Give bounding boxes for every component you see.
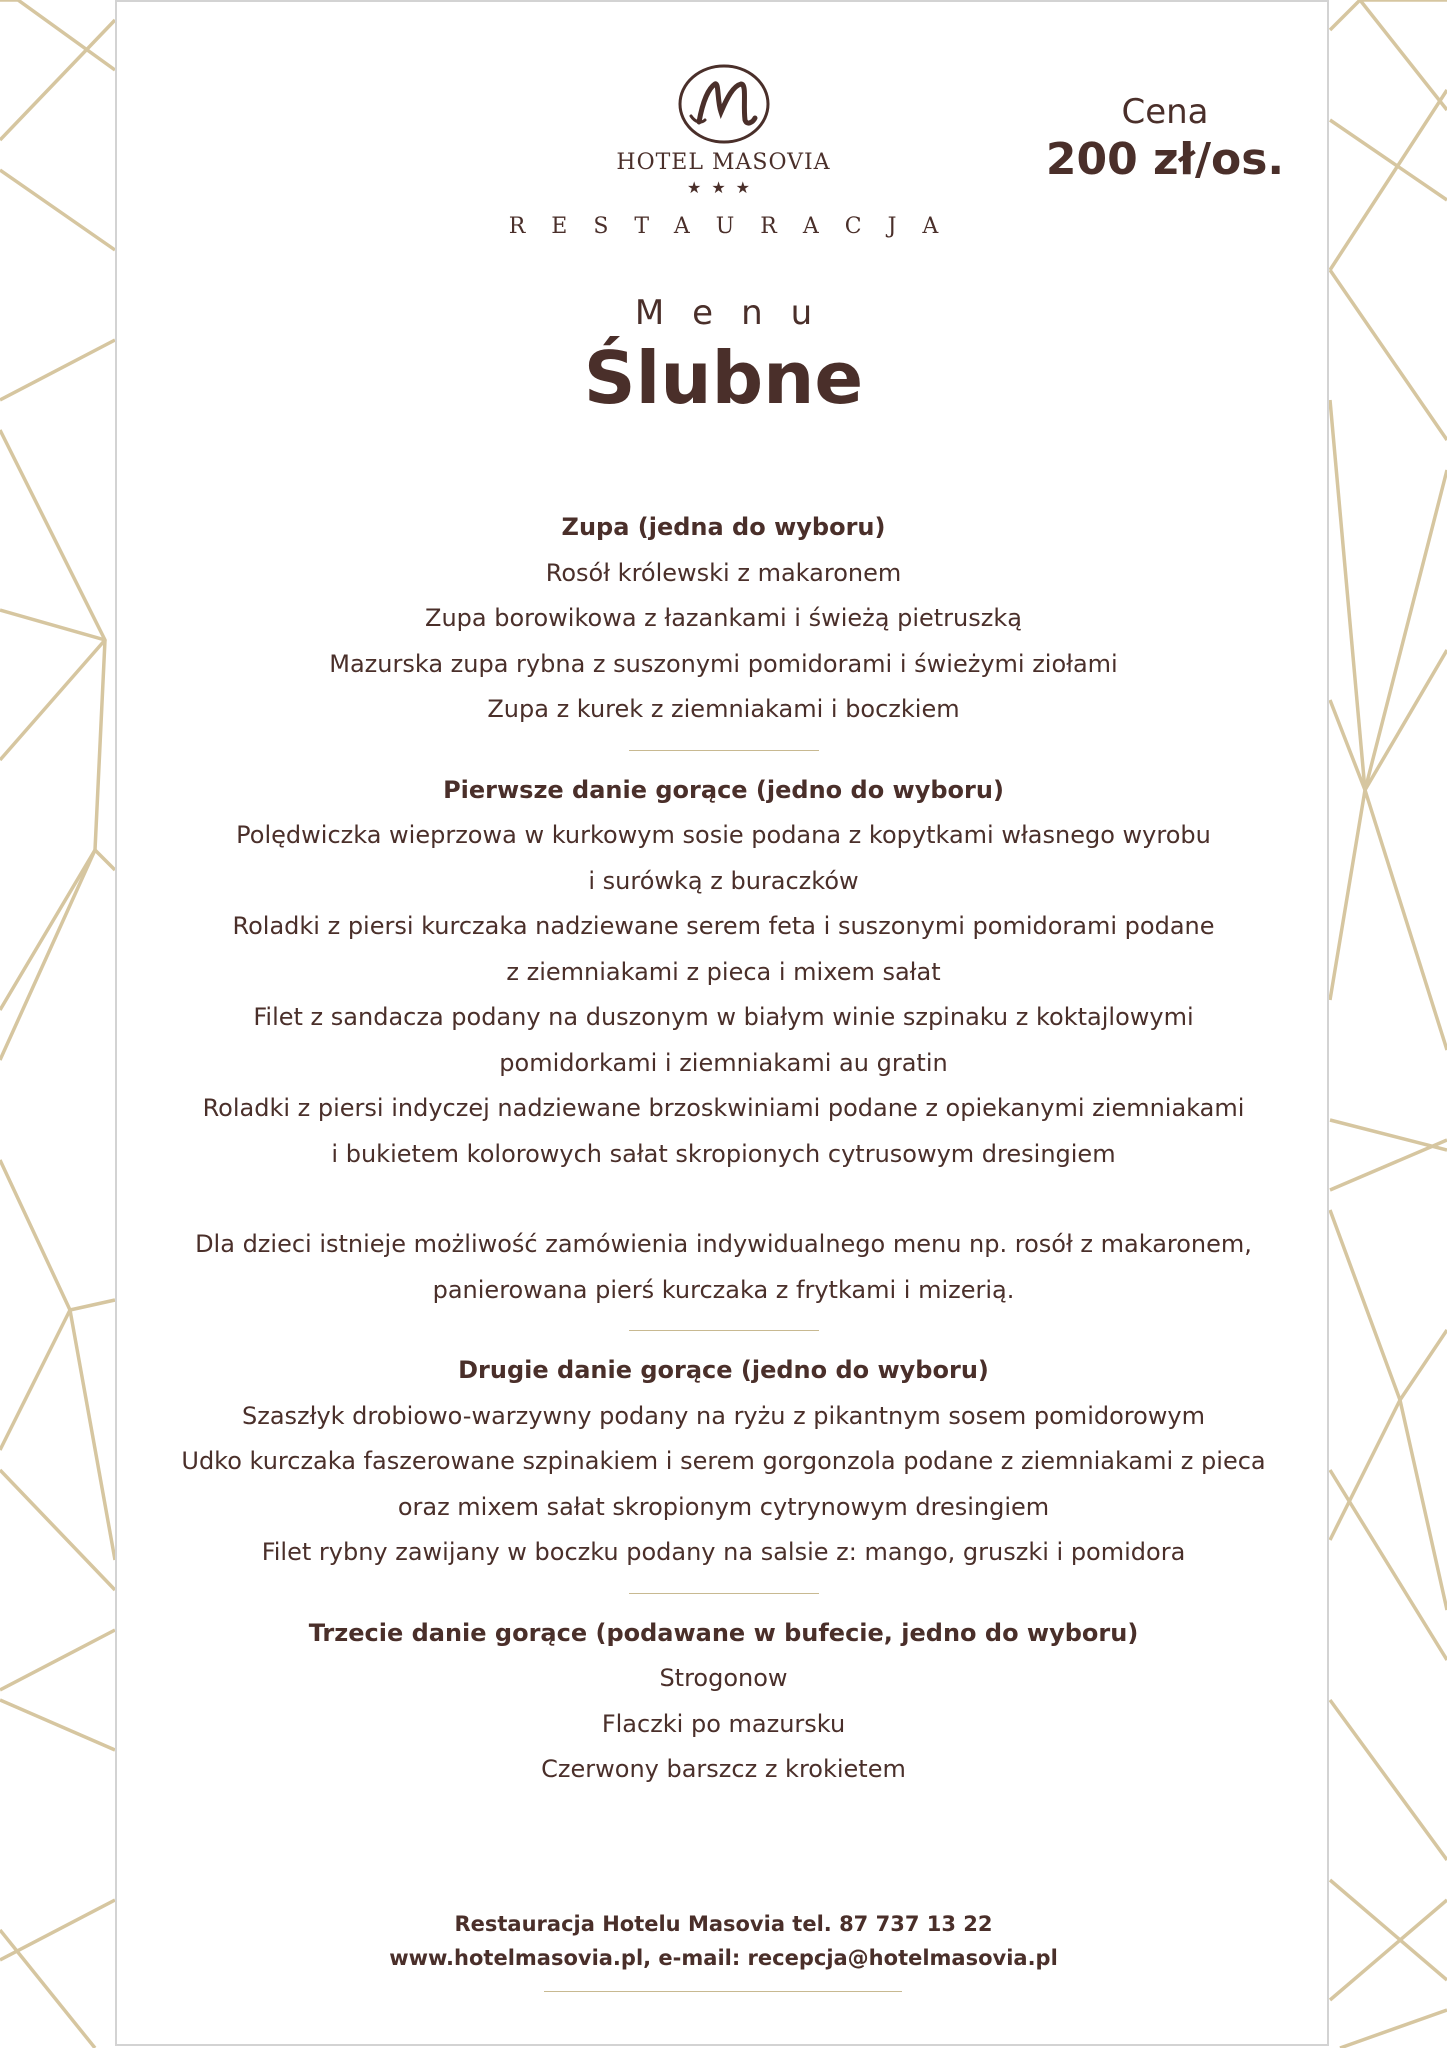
children-note: panierowana pierś kurczaka z frytkami i mizerią. — [432, 1275, 1015, 1304]
menu-item: z ziemniakami z pieca i mixem sałat — [506, 957, 941, 986]
section-divider — [629, 750, 819, 751]
restaurant-label: RESTAURACJA — [508, 214, 965, 239]
menu-item: Zupa z kurek z ziemniakami i boczkiem — [487, 695, 960, 723]
menu-item: Udko kurczaka faszerowane szpinakiem i serem gorgonzola podane z ziemniakami z pieca — [181, 1447, 1266, 1475]
menu-item: i bukietem kolorowych sałat skropionych cytrusowym dresingiem — [331, 1139, 1116, 1168]
footer-phone-line: Restauracja Hotelu Masovia tel. 87 737 13 22 — [454, 1912, 993, 1936]
hotel-masovia-logo-icon — [669, 60, 779, 150]
menu-word: Menu — [634, 293, 841, 333]
menu-item: Zupa borowikowa z łazankami i świeżą pietruszką — [425, 604, 1022, 632]
section-title-soup: Zupa (jedna do wyboru) — [561, 513, 886, 541]
menu-item: Rosół królewski z makaronem — [545, 558, 902, 587]
spacer — [150, 1177, 1297, 1222]
menu-item: i surówką z buraczków — [588, 866, 859, 895]
menu-item: Mazurska zupa rybna z suszonymi pomidorami i świeżymi ziołami — [329, 649, 1118, 678]
menu-title: Ślubne — [583, 336, 864, 420]
menu-item: Filet z sandacza podany na duszonym w białym winie szpinaku z koktajlowymi — [253, 1003, 1194, 1031]
section-title-first-course: Pierwsze danie gorące (jedno do wyboru) — [443, 775, 1004, 804]
menu-item: Czerwony barszcz z krokietem — [541, 1755, 906, 1783]
footer-web-email-line: www.hotelmasovia.pl, e-mail: recepcja@hotelmasovia.pl — [389, 1946, 1058, 1970]
hotel-name: HOTEL MASOVIA — [616, 150, 831, 175]
menu-item: Strogonow — [659, 1664, 788, 1692]
menu-item: pomidorkami i ziemniakami au gratin — [499, 1048, 948, 1077]
footer-divider — [544, 1991, 902, 1992]
hotel-stars: ★★★ — [686, 178, 761, 197]
price-value: 200 zł/os. — [1045, 134, 1285, 185]
menu-item: Polędwiczka wieprzowa w kurkowym sosie podana z kopytkami własnego wyrobu — [236, 821, 1211, 849]
section-title-third-course: Trzecie danie gorące (podawane w bufecie, jedno do wyboru) — [308, 1618, 1139, 1647]
section-divider — [629, 1330, 819, 1331]
menu-content — [150, 505, 1297, 1793]
menu-item: oraz mixem sałat skropionym cytrynowym dresingiem — [397, 1492, 1050, 1521]
menu-item: Szaszłyk drobiowo-warzywny podany na ryżu z pikantnym sosem pomidorowym — [241, 1401, 1206, 1430]
children-note: Dla dzieci istnieje możliwość zamówienia indywidualnego menu np. rosół z makaronem, — [195, 1230, 1252, 1258]
price-label: Cena — [1121, 92, 1209, 132]
section-divider — [629, 1593, 819, 1594]
menu-item: Flaczki po mazursku — [601, 1709, 846, 1738]
menu-item: Filet rybny zawijany w boczku podany na salsie z: mango, gruszki i pomidora — [261, 1538, 1186, 1566]
footer-contact — [0, 1907, 1447, 1975]
menu-item: Roladki z piersi indyczej nadziewane brzoskwiniami podane z opiekanymi ziemniakami — [202, 1094, 1245, 1122]
menu-item: Roladki z piersi kurczaka nadziewane serem feta i suszonymi pomidorami podane — [232, 912, 1215, 940]
section-title-second-course: Drugie danie gorące (jedno do wyboru) — [458, 1356, 989, 1384]
